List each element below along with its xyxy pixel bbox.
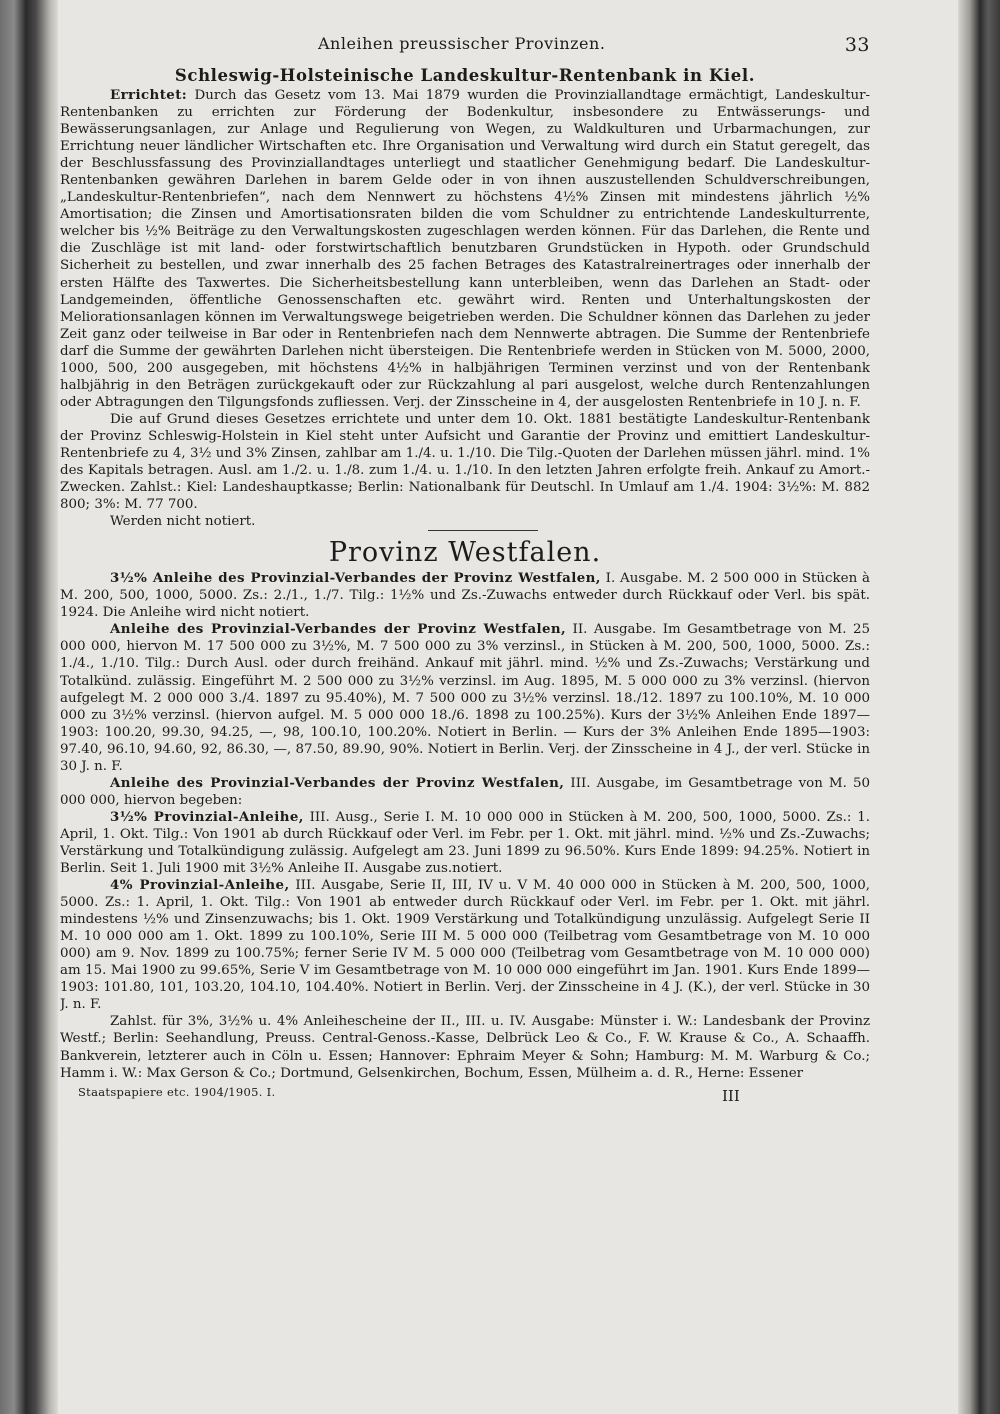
footer-left: Staatspapiere etc. 1904/1905. I. — [78, 1084, 276, 1099]
entry-anleihe-3-text: III. Ausgabe, im Gesamtbetrage von M. 50 000 000, hiervon begeben: — [60, 775, 870, 808]
entry-anleihe-1-text: I. Ausgabe. M. 2 500 000 in Stücken à M. 200, 500, 1000, 5000. Zs.: 2./1., 1./7. Tilg.: 1½% und Zs.-Zuwachs entweder durch Rückkauf oder Verl. bis spät. 1924. Die Anleihe wird nicht notiert. — [60, 571, 870, 621]
entry-anleihe-3-label: Anleihe des Provinzial-Verbandes der Provinz Westfalen, — [110, 774, 565, 791]
label-errichtet: Errichtet: — [110, 87, 188, 103]
book-binding-right — [958, 0, 1000, 1414]
page-footer — [60, 1082, 870, 1112]
paragraph-errichtet — [60, 87, 870, 411]
entry-anleihe-1-label: 3½% Anleihe des Provinzial-Verbandes der Provinz Westfalen, — [110, 570, 601, 587]
footer-signature: III — [722, 1086, 740, 1105]
page-number: 33 — [844, 34, 870, 56]
section-divider — [428, 530, 538, 531]
section-title-westfalen: Provinz Westfalen. — [328, 537, 602, 569]
paragraph-zahlstellen: Zahlst. für 3%, 3½% u. 4% Anleihescheine der II., III. u. IV. Ausgabe: Münster i. W.: Landesbank der Provinz Westf.; Berlin: Seehandlung, Preuss. Central-Genoss.-Kasse, Delbrück Leo & Co., F. W. Krause & Co., A. Schaaffh. Bankverein, letzterer auch in Cöln u. Essen; Hannover: Ephraim Meyer & Sohn; Hamburg: M. M. Warburg & Co.; Hamm i. W.: Max Gerson & Co.; Dortmund, Gelsenkirchen, Bochum, Essen, Mülheim a. d. R., Herne: Essener — [60, 1014, 870, 1081]
entry-anleihe-5-label: 4% Provinzial-Anleihe, — [110, 877, 290, 894]
entry-anleihe-1 — [60, 570, 870, 621]
running-title: Anleihen preussischer Provinzen. — [318, 34, 606, 53]
entry-anleihe-3 — [60, 775, 870, 809]
section-title-schleswig: Schleswig-Holsteinische Landeskultur-Rentenbank in Kiel. — [174, 66, 756, 85]
entry-anleihe-2 — [60, 621, 870, 774]
entry-anleihe-4 — [60, 809, 870, 877]
document-page — [60, 30, 870, 1400]
entry-anleihe-5 — [60, 877, 870, 1013]
page-header — [60, 30, 870, 60]
book-binding-left — [0, 0, 58, 1414]
entry-anleihe-2-text: II. Ausgabe. Im Gesamtbetrage von M. 25 000 000, hiervon M. 17 500 000 zu 3½%, M. 7 500 000 zu 3% verzinsl., in Stücken à M. 200, 500, 1000, 5000. Zs.: 1./4., 1./10. Tilg.: Durch Ausl. oder durch freihänd. Ankauf mit jährl. mind. ½% und Zs.-Zuwachs; Verstärkung und Totalkünd. zulässig. Eingeführt M. 2 500 000 zu 3½% verzinsl. im Aug. 1895, M. 5 000 000 zu 3% verzinsl. (hiervon aufgelegt M. 2 000 000 3./4. 1897 zu 95.40%), M. 7 500 000 zu 3½% verzinsl. 18./12. 1897 zu 100.10%, M. 10 000 000 zu 3½% verzinsl. (hiervon aufgel. M. 5 000 000 18./6. 1898 zu 100.25%). Kurs der 3½% Anleihen Ende 1897—1903: 100.20, 99.30, 94.25, —, 98, 100.10, 100.20%. Notiert in Berlin. — Kurs der 3% Anleihen Ende 1895—1903: 97.40, 96.10, 94.60, 92, 86.30, —, 87.50, 89.90, 90%. Notiert in Berlin. Verj. der Zinsscheine in 4 J., der verl. Stücke in 30 J. n. F. — [60, 622, 870, 774]
text-errichtet: Durch das Gesetz vom 13. Mai 1879 wurden die Provinziallandtage ermächtigt, Landeskultur-Rentenbanken zu errichten zur Förderung der Bodenkultur, insbesondere zu Entwässerungs- und Bewässerungsanlagen, zur Anlage und Regulierung von Wegen, zu Waldkulturen und Urbarmachungen, zur Errichtung neuer ländlicher Wirtschaften etc. Ihre Organisation und Verwaltung wird durch ein Statut geregelt, das der Beschlussfassung des Provinziallandtages unterliegt und staatlicher Genehmigung bedarf. Die Landeskultur-Rentenbanken gewähren Darlehen in barem Gelde oder in von ihnen auszustellenden Schuldverschreibungen, „Landeskultur-Rentenbriefen“, nach dem Nennwert zu höchstens 4½% Zinsen mit mindestens jährlich ½% Amortisation; die Zinsen und Amortisationsraten bilden die vom Schuldner zu entrichtende Landeskulturrente, welcher bis ½% Beiträge zu den Verwaltungskosten zugeschlagen werden können. Für das Darlehen, die Rente und die Zuschläge ist mit land- oder forstwirtschaftlich benutzbaren Grundstücken in Hypoth. oder Grundschuld Sicherheit zu bestellen, und zwar innerhalb des 25 fachen Betrages des Katastralreinertrages oder innerhalb der ersten Hälfte des Taxwertes. Die Sicherheitsbestellung kann unterbleiben, wenn das Darlehen an Stadt- oder Landgemeinden, öffentliche Genossenschaften etc. gewährt wird. Renten und Unterhaltungskosten der Meliorationsanlagen können im Verwaltungswege beigetrieben werden. Die Schuldner können das Darlehen zu jeder Zeit ganz oder teilweise in Bar oder in Rentenbriefen nach dem Nennwerte abtragen. Die Summe der Rentenbriefe darf die Summe der gewährten Darlehen nicht übersteigen. Die Rentenbriefe werden in Stücken von M. 5000, 2000, 1000, 500, 200 ausgegeben, mit höchstens 4½% in halbjährigen Terminen verzinst und von der Rentenbank halbjährig in den Beträgen zurückgekauft oder zur Rückzahlung al pari ausgelost, welche durch Rentenzahlungen oder Abtragungen den Tilgungsfonds zufliessen. Verj. der Zinsscheine in 4, der ausgelosten Rentenbriefe in 10 J. n. F. — [60, 88, 870, 410]
paragraph-not-listed: Werden nicht notiert. — [110, 514, 256, 530]
entry-anleihe-4-text: III. Ausg., Serie I. M. 10 000 000 in Stücken à M. 200, 500, 1000, 5000. Zs.: 1. April, 1. Okt. Tilg.: Von 1901 ab durch Rückkauf oder Verl. im Febr. per 1. Okt. mit jährl. mind. ½% und Zs.-Zuwachs; Verstärkung und Totalkündigung zulässig. Aufgelegt am 23. Juni 1899 zu 96.50%. Kurs Ende 1899: 94.25%. Notiert in Berlin. Seit 1. Juli 1900 mit 3½% Anleihe II. Ausgabe zus.notiert. — [60, 809, 870, 877]
entry-anleihe-2-label: Anleihe des Provinzial-Verbandes der Provinz Westfalen, — [110, 621, 567, 638]
entry-anleihe-5-text: III. Ausgabe, Serie II, III, IV u. V M. 40 000 000 in Stücken à M. 200, 500, 1000, 5000. Zs.: 1. April, 1. Okt. Tilg.: Von 1901 ab entweder durch Rückkauf oder Verl. im Febr. per 1. Okt. mit jährl. mindestens ½% und Zinsenzuwachs; bis 1. Okt. 1909 Verstärkung und Totalkündigung unzulässig. Aufgelegt Serie II M. 10 000 000 am 1. Okt. 1899 zu 100.10%, Serie III M. 5 000 000 (Teilbetrag vom Gesamtbetrage von M. 10 000 000) am 9. Nov. 1899 zu 100.75%; ferner Serie IV M. 5 000 000 (Teilbetrag vom Gesamtbetrage von M. 10 000 000) am 15. Mai 1900 zu 99.65%, Serie V im Gesamtbetrage von M. 10 000 000 eingeführt im Jan. 1901. Kurs Ende 1899—1903: 101.80, 101, 103.20, 104.10, 104.40%. Notiert in Berlin. Verj. der Zinsscheine in 4 J. (K.), der verl. Stücke in 30 J. n. F. — [60, 878, 870, 1013]
entry-anleihe-4-label: 3½% Provinzial-Anleihe, — [110, 808, 304, 825]
paragraph-rentenbank: Die auf Grund dieses Gesetzes errichtete und unter dem 10. Okt. 1881 bestätigte Landeskultur-Rentenbank der Provinz Schleswig-Holstein in Kiel steht unter Aufsicht und Garantie der Provinz und emittiert Landeskultur-Rentenbriefe zu 4, 3½ und 3% Zinsen, zahlbar am 1./4. u. 1./10. Die Tilg.-Quoten der Darlehen müssen jährl. mind. 1% des Kapitals betragen. Ausl. am 1./2. u. 1./8. zum 1./4. u. 1./10. In den letzten Jahren erfolgte freih. Ankauf zu Amort.-Zwecken. Zahlst.: Kiel: Landeshauptkasse; Berlin: Nationalbank für Deutschl. In Umlauf am 1./4. 1904: 3½%: M. 882 800; 3%: M. 77 700. — [60, 411, 870, 513]
